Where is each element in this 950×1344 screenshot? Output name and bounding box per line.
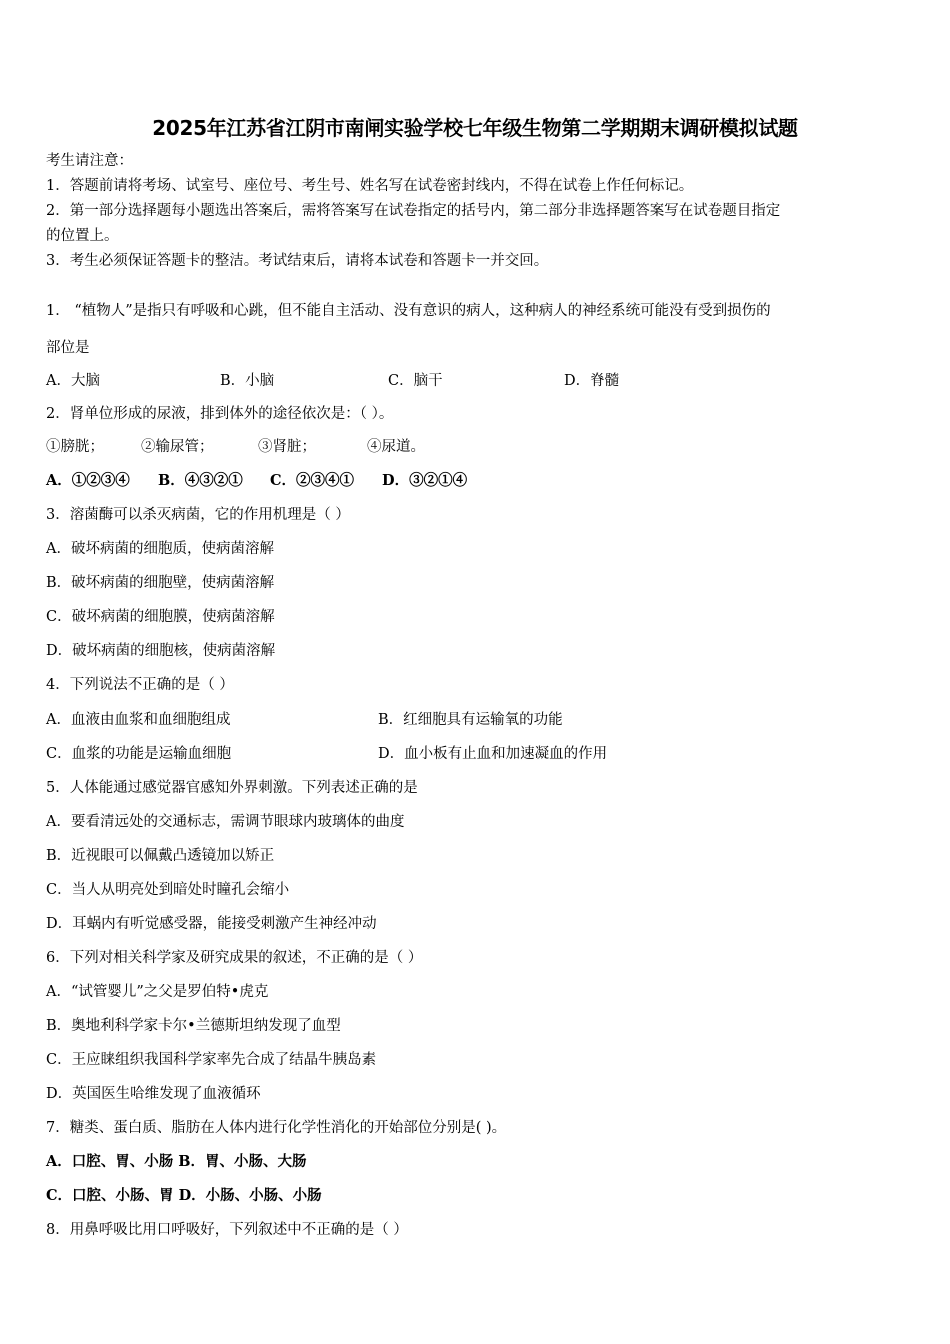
- question-1-stem: 1． “植物人”是指只有呼吸和心跳，但不能自主活动、没有意识的病人，这种病人的神经系统可能没有受到损伤的: [46, 303, 771, 319]
- notice-item: 2．第一部分选择题每小题选出答案后，需将答案写在试卷指定的括号内，第二部分非选择题答案写在试卷题目指定: [46, 203, 781, 219]
- option-d: D．破坏病菌的细胞核，使病菌溶解: [46, 643, 276, 659]
- option-c: C．血浆的功能是运输血细胞: [46, 746, 232, 762]
- option-a: A．大脑: [46, 373, 100, 389]
- option-c: C．破坏病菌的细胞膜，使病菌溶解: [46, 609, 275, 625]
- option-a: A．“试管婴儿”之父是罗伯特•虎克: [46, 984, 269, 1000]
- option-c: C．王应睐组织我国科学家率先合成了结晶牛胰岛素: [46, 1052, 377, 1068]
- option-b: B．④③②①: [158, 472, 243, 489]
- option-a: A．要看清远处的交通标志，需调节眼球内玻璃体的曲度: [46, 814, 405, 830]
- option-c: C．脑干: [388, 373, 443, 389]
- question-2-options: [46, 471, 468, 491]
- option-d: D．③②①④: [382, 472, 468, 489]
- question-2-items: [46, 437, 425, 457]
- item: ④尿道。: [367, 439, 425, 455]
- option-c: C．②③④①: [270, 472, 355, 489]
- notice-item: 3．考生必须保证答题卡的整洁。考试结束后，请将本试卷和答题卡一并交回。: [46, 253, 549, 269]
- item: ②输尿管；: [141, 439, 214, 455]
- option-d: D．脊髓: [564, 373, 620, 389]
- question-7-stem: 7．糖类、蛋白质、脂肪在人体内进行化学性消化的开始部位分别是( )。: [46, 1120, 507, 1136]
- question-7-options-ab: A．口腔、胃、小肠 B．胃、小肠、大肠: [46, 1153, 307, 1170]
- question-1-stem-cont: 部位是: [46, 340, 90, 356]
- option-b: B．破坏病菌的细胞壁，使病菌溶解: [46, 575, 275, 591]
- option-d: D．英国医生哈维发现了血液循环: [46, 1086, 261, 1102]
- question-8-stem: 8．用鼻呼吸比用口呼吸好，下列叙述中不正确的是（ ）: [46, 1222, 408, 1238]
- notice-item: 的位置上。: [46, 228, 119, 244]
- page-title: 2025年江苏省江阴市南闸实验学校七年级生物第二学期期末调研模拟试题: [152, 116, 798, 140]
- option-b: B．近视眼可以佩戴凸透镜加以矫正: [46, 848, 275, 864]
- question-5-stem: 5．人体能通过感觉器官感知外界刺激。下列表述正确的是: [46, 780, 418, 796]
- question-3-stem: 3．溶菌酶可以杀灭病菌，它的作用机理是（ ）: [46, 507, 350, 523]
- question-4-stem: 4．下列说法不正确的是（ ）: [46, 677, 234, 693]
- option-b: B．红细胞具有运输氧的功能: [378, 712, 563, 728]
- option-d: D．耳蜗内有听觉感受器，能接受刺激产生神经冲动: [46, 916, 377, 932]
- notice-heading: 考生请注意：: [46, 153, 133, 169]
- option-a: A．血液由血浆和血细胞组成: [46, 712, 231, 728]
- option-a: A．破坏病菌的细胞质，使病菌溶解: [46, 541, 274, 557]
- question-2-stem: 2．肾单位形成的尿液，排到体外的途径依次是：（ ）。: [46, 406, 394, 422]
- question-1-options: [46, 371, 620, 391]
- option-b: B．小脑: [220, 373, 275, 389]
- option-a: A．①②③④: [46, 472, 130, 489]
- item: ①膀胱；: [46, 439, 104, 455]
- question-6-stem: 6．下列对相关科学家及研究成果的叙述，不正确的是（ ）: [46, 950, 423, 966]
- option-c: C．当人从明亮处到暗处时瞳孔会缩小: [46, 882, 290, 898]
- item: ③肾脏；: [258, 439, 316, 455]
- question-7-options-cd: C．口腔、小肠、胃 D．小肠、小肠、小肠: [46, 1187, 322, 1204]
- option-d: D．血小板有止血和加速凝血的作用: [378, 746, 608, 762]
- notice-item: 1．答题前请将考场、试室号、座位号、考生号、姓名写在试卷密封线内，不得在试卷上作任何标记。: [46, 178, 694, 194]
- option-b: B．奥地利科学家卡尔•兰德斯坦纳发现了血型: [46, 1018, 341, 1034]
